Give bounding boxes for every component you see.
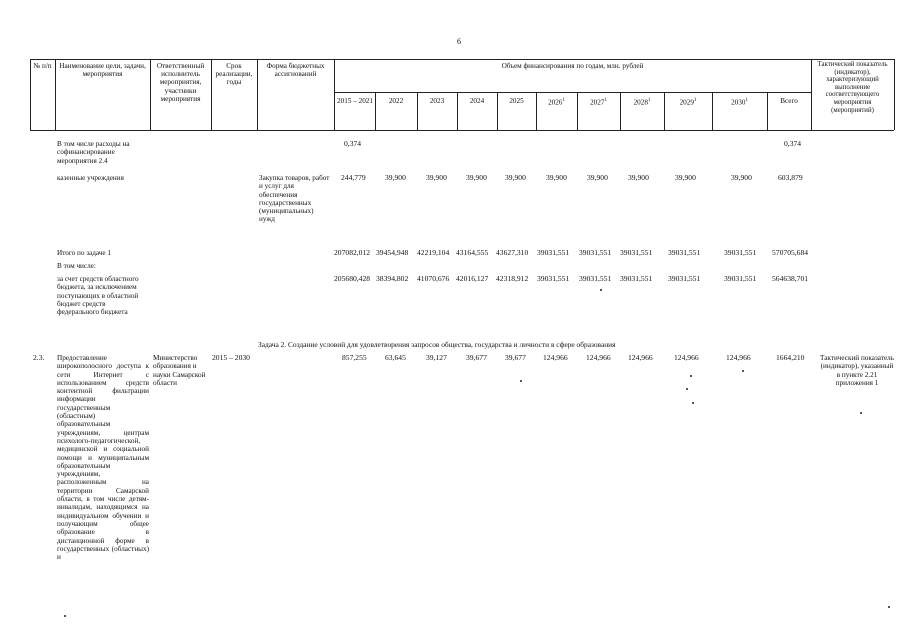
row-23-number: 2.3. (33, 353, 45, 362)
value-cell: 39,900 (731, 173, 752, 182)
value-cell: 39,900 (466, 173, 487, 182)
value-cell: 39031,551 (724, 248, 757, 257)
page-number: 6 (457, 37, 461, 46)
value-cell: 39,900 (675, 173, 696, 182)
header-volume: Объем финансирования по годам, млн. рублей (501, 62, 644, 70)
value-cell-total: 570705,684 (772, 248, 809, 257)
value-cell: 39,900 (587, 173, 608, 182)
header-number: № п/п (33, 62, 52, 70)
row-23-executor: Министерство образования и науки Самарской области (153, 354, 206, 387)
row-kazennye-name: казенные учреждения (57, 174, 124, 182)
value-cell: 42219,104 (417, 248, 450, 257)
value-cell: 244,779 (341, 173, 366, 182)
value-cell: 39031,551 (537, 274, 570, 283)
row-23-term: 2015 – 2030 (212, 353, 250, 362)
header-year-2: 2022 (388, 97, 404, 105)
value-cell: 39031,551 (668, 274, 701, 283)
value-cell: 41070,676 (417, 274, 450, 283)
header-executor: Ответственный исполнитель мероприятия, участники мероприятия (156, 62, 205, 103)
task-2-title: Задача 2. Создание условий для удовлетворения запросов общества, государства и личности в сфере образования (258, 340, 616, 349)
header-term: Срок реализации, годы (215, 62, 253, 87)
header-year-4: 2024 (469, 97, 485, 105)
value-cell: 39031,551 (620, 274, 653, 283)
row-regional-name: за счет средств областного бюджета, за исключением поступающих в областной бюджет средств федерального бюджета (57, 275, 139, 317)
value-cell: 38394,802 (376, 274, 409, 283)
value-cell: 124,966 (628, 353, 653, 362)
header-total: Всего (780, 97, 798, 105)
header-year-7: 2027$^1$ (590, 98, 607, 107)
value-cell: 39031,551 (579, 274, 612, 283)
value-cell: 39,900 (505, 173, 526, 182)
header-year-10: 2030$^1$ (731, 98, 748, 107)
value-cell: 39031,551 (668, 248, 701, 257)
value-cell: 39,900 (546, 173, 567, 182)
value-cell: 124,966 (726, 353, 751, 362)
header-year-5: 2025 (509, 97, 524, 105)
value-cell: 39,127 (426, 353, 447, 362)
value-cell: 39,900 (426, 173, 447, 182)
header-year-8: 2028$^1$ (633, 98, 651, 107)
value-cell: 39031,551 (724, 274, 757, 283)
value-cell: 39,900 (385, 173, 406, 182)
header-year-1: 2015 – 2021 (337, 97, 373, 105)
value-cell: 43164,555 (456, 248, 489, 257)
value-cell: 39,677 (505, 353, 526, 362)
value-cell: 39,900 (628, 173, 649, 182)
row-23-indicator: Тактический показатель (индикатор), указанный в пункте 2.21 приложения 1 (820, 354, 894, 387)
value-cell: 124,966 (586, 353, 611, 362)
value-cell: 857,255 (342, 353, 367, 362)
value-cell-total: 564638,701 (772, 274, 809, 283)
value-cell: 124,966 (674, 353, 699, 362)
value-cell: 39031,551 (620, 248, 653, 257)
row-cofinancing-name: В том числе расходы на софинансирование мероприятия 2.4 (57, 140, 130, 165)
value-cell: 39031,551 (579, 248, 612, 257)
value-cell: 124,966 (543, 353, 568, 362)
value-cell: 63,645 (385, 353, 406, 362)
header-form: Форма бюджетных ассигнований (266, 62, 325, 79)
value-cell: 39031,551 (537, 248, 570, 257)
value-cell: 39,677 (466, 353, 487, 362)
value-cell: 207082,012 (334, 248, 371, 257)
value-cell: 43627,310 (496, 248, 529, 257)
value-cell: 39454,948 (376, 248, 409, 257)
value-cell: 42318,912 (496, 274, 529, 283)
header-year-9: 2029$^1$ (679, 98, 697, 107)
header-year-3: 2023 (429, 97, 445, 105)
row-23-name: Предоставление широкополосного доступа к сети Интернет с использованием средств контентной фильтрации информации государственным (областным) образовательным учреждениям, центрам психолого-педагогической, медицинской и социальной помощи и муниципальным образовательным учреждениям, расположенным на территории Самарской области, в том числе детям-инвалидам, находящимся на индивидуальном обучении и получающим общее образование в дистанционной форме в государственных (областных) и (57, 354, 149, 562)
header-indicator: Тактический показатель (индикатор), характеризующий выполнение соответствующего мероприятия (мероприятий) (817, 61, 888, 114)
row-kazennye-form: Закупка товаров, работ и услуг для обеспечения государственных (муниципальных) нужд (259, 174, 330, 224)
header-year-6: 2026$^1$ (548, 98, 565, 107)
row-vtom-name: В том числе: (57, 262, 96, 270)
row-cofinancing-first: 0,374 (344, 139, 362, 148)
row-itogo-name: Итого по задаче 1 (57, 249, 112, 257)
row-cofinancing-total: 0,374 (784, 139, 802, 148)
header-name: Наименование цели, задачи, мероприятия (59, 62, 146, 79)
value-cell: 205680,428 (334, 274, 371, 283)
value-cell-total: 603,879 (778, 173, 803, 182)
value-cell-total: 1664,210 (776, 353, 805, 362)
value-cell: 42016,127 (456, 274, 489, 283)
